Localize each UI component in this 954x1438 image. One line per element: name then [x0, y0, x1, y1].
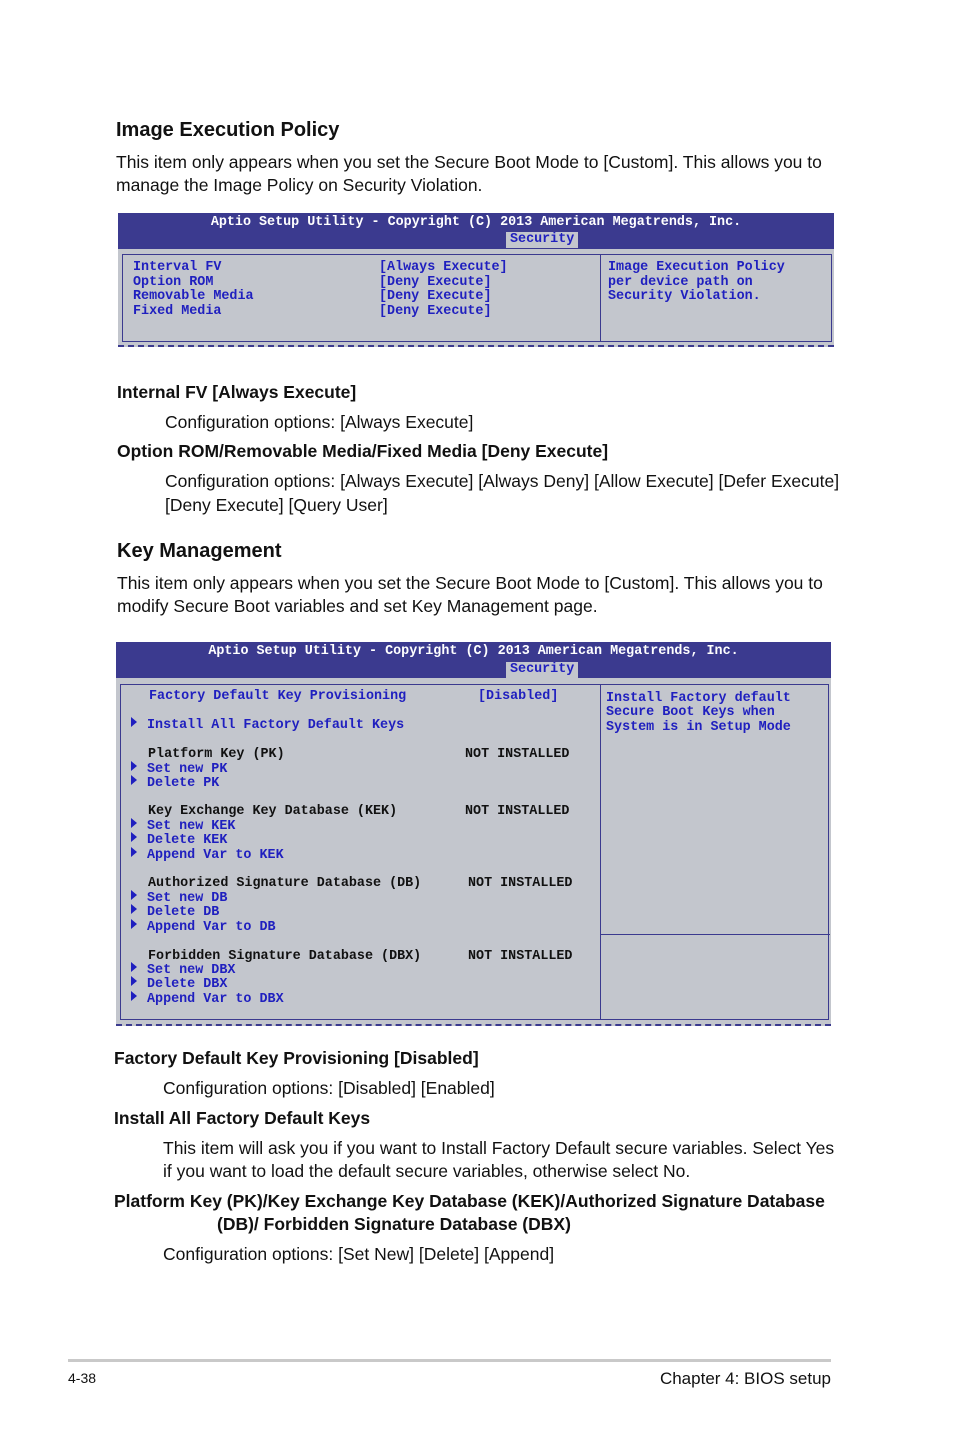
bios-header — [118, 213, 834, 249]
key-status-kek: NOT INSTALLED — [465, 804, 570, 819]
help-text-line: Install Factory default — [606, 691, 791, 706]
option-config-text: Configuration options: [Set New] [Delete] [Append] — [163, 1244, 555, 1264]
menu-item-removable-media[interactable]: Removable Media — [133, 289, 254, 304]
help-text-line: Image Execution Policy — [608, 260, 785, 275]
menu-item-option-rom[interactable]: Option ROM — [133, 275, 214, 290]
option-config-text: Configuration options: [Always Execute] [Always Deny] [Allow Execute] [Defer Execute] — [165, 471, 840, 491]
menu-item-factory-default-key-provisioning[interactable]: Factory Default Key Provisioning — [149, 689, 407, 704]
footer-rule — [68, 1359, 831, 1362]
menu-item-delete-db[interactable]: Delete DB — [147, 905, 220, 920]
menu-item-set-new-pk[interactable]: Set new PK — [147, 762, 228, 777]
bios-screen-key-management — [116, 642, 831, 1028]
submenu-arrow-icon — [131, 991, 137, 1001]
option-description-line: This item will ask you if you want to Install Factory Default secure variables. Select Yes — [163, 1138, 835, 1158]
bios-bottom-border — [118, 345, 834, 347]
key-status-db: NOT INSTALLED — [468, 876, 573, 891]
help-text-line: Secure Boot Keys when — [606, 705, 775, 720]
option-heading-key-databases-cont: (DB)/ Forbidden Signature Database (DBX) — [217, 1214, 571, 1234]
menu-item-interval-fv[interactable]: Interval FV — [133, 260, 222, 275]
menu-item-fixed-media[interactable]: Fixed Media — [133, 304, 222, 319]
menu-value-option-rom[interactable]: [Deny Execute] — [379, 275, 492, 290]
bios-divider — [600, 684, 601, 1020]
key-status-dbx: NOT INSTALLED — [468, 949, 573, 964]
menu-value-factory-default-key-provisioning[interactable]: [Disabled] — [478, 689, 559, 704]
menu-item-set-new-kek[interactable]: Set new KEK — [147, 819, 236, 834]
option-config-text: [Deny Execute] [Query User] — [165, 495, 388, 515]
section-description-line: manage the Image Policy on Security Violation. — [116, 175, 483, 195]
page-number: 4-38 — [68, 1370, 97, 1386]
menu-value-interval-fv[interactable]: [Always Execute] — [379, 260, 508, 275]
menu-item-delete-pk[interactable]: Delete PK — [147, 776, 220, 791]
submenu-arrow-icon — [131, 775, 137, 785]
help-divider — [600, 934, 830, 935]
menu-item-install-all-factory-default-keys[interactable]: Install All Factory Default Keys — [147, 718, 405, 733]
submenu-arrow-icon — [131, 717, 137, 727]
section-heading-key-management: Key Management — [117, 540, 282, 562]
section-description-line: This item only appears when you set the Secure Boot Mode to [Custom]. This allows you to — [116, 152, 822, 172]
key-label-pk: Platform Key (PK) — [148, 747, 285, 762]
submenu-arrow-icon — [131, 761, 137, 771]
section-description-line: This item only appears when you set the Secure Boot Mode to [Custom]. This allows you to — [117, 573, 823, 593]
submenu-arrow-icon — [131, 976, 137, 986]
help-text-line: System is in Setup Mode — [606, 720, 791, 735]
option-heading-factory-default-key-provisioning: Factory Default Key Provisioning [Disabled] — [114, 1048, 479, 1068]
submenu-arrow-icon — [131, 818, 137, 828]
option-heading-key-databases: Platform Key (PK)/Key Exchange Key Database (KEK)/Authorized Signature Database — [114, 1191, 825, 1211]
option-description-line: if you want to load the default secure variables, otherwise select No. — [163, 1161, 691, 1181]
option-config-text: Configuration options: [Always Execute] — [165, 412, 474, 432]
bios-header — [116, 642, 831, 678]
submenu-arrow-icon — [131, 904, 137, 914]
bios-title: Aptio Setup Utility - Copyright (C) 2013 American Megatrends, Inc. — [210, 215, 742, 230]
option-heading-internal-fv: Internal FV [Always Execute] — [117, 382, 357, 402]
bios-bottom-border — [116, 1024, 831, 1026]
help-text-line: Security Violation. — [608, 289, 761, 304]
menu-item-set-new-db[interactable]: Set new DB — [147, 891, 228, 906]
bios-divider — [600, 254, 601, 342]
tab-security[interactable]: Security — [506, 662, 578, 678]
chapter-title: Chapter 4: BIOS setup — [659, 1369, 831, 1388]
submenu-arrow-icon — [131, 847, 137, 857]
menu-item-append-var-to-db[interactable]: Append Var to DB — [147, 920, 276, 935]
key-label-db: Authorized Signature Database (DB) — [148, 876, 422, 891]
key-label-dbx: Forbidden Signature Database (DBX) — [148, 949, 422, 964]
menu-item-delete-dbx[interactable]: Delete DBX — [147, 977, 228, 992]
option-heading-option-rom: Option ROM/Removable Media/Fixed Media [Deny Execute] — [117, 441, 609, 461]
menu-value-removable-media[interactable]: [Deny Execute] — [379, 289, 492, 304]
section-description-line: modify Secure Boot variables and set Key Management page. — [117, 596, 598, 616]
menu-item-delete-kek[interactable]: Delete KEK — [147, 833, 228, 848]
submenu-arrow-icon — [131, 832, 137, 842]
section-heading-image-execution-policy: Image Execution Policy — [116, 119, 340, 141]
menu-item-append-var-to-dbx[interactable]: Append Var to DBX — [147, 992, 284, 1007]
help-text-line: per device path on — [608, 275, 753, 290]
bios-title: Aptio Setup Utility - Copyright (C) 2013 American Megatrends, Inc. — [208, 644, 739, 659]
tab-security[interactable]: Security — [506, 232, 578, 248]
menu-item-append-var-to-kek[interactable]: Append Var to KEK — [147, 848, 284, 863]
bios-screen-image-execution-policy — [118, 213, 834, 349]
option-config-text: Configuration options: [Disabled] [Enabled] — [163, 1078, 495, 1098]
option-heading-install-all-factory-default-keys: Install All Factory Default Keys — [114, 1108, 371, 1128]
key-label-kek: Key Exchange Key Database (KEK) — [148, 804, 398, 819]
key-status-pk: NOT INSTALLED — [465, 747, 570, 762]
menu-item-set-new-dbx[interactable]: Set new DBX — [147, 963, 236, 978]
submenu-arrow-icon — [131, 890, 137, 900]
submenu-arrow-icon — [131, 962, 137, 972]
menu-value-fixed-media[interactable]: [Deny Execute] — [379, 304, 492, 319]
submenu-arrow-icon — [131, 919, 137, 929]
